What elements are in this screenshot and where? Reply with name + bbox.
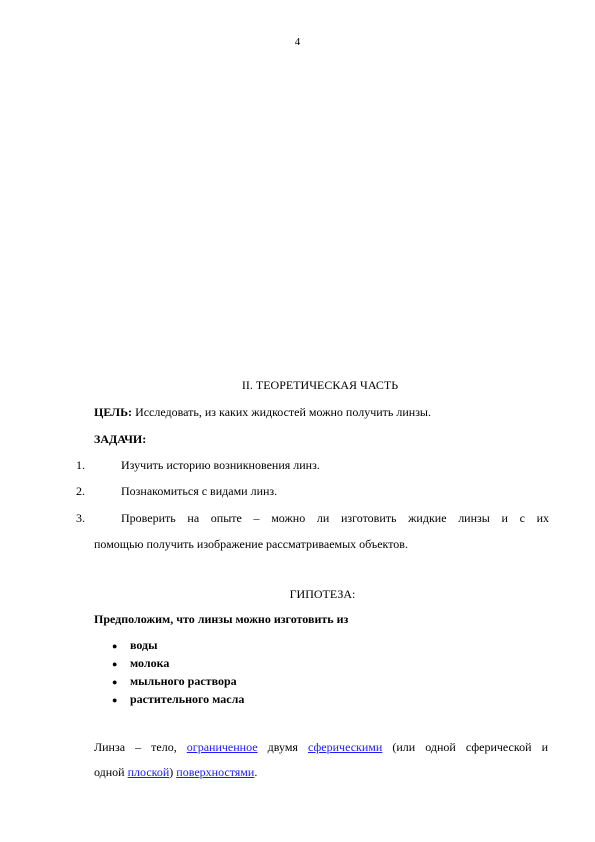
task-text-continuation: помощью получить изображение рассматриваемых объектов. [94, 537, 408, 551]
goal-text: Исследовать, из каких жидкостей можно получить линзы. [132, 405, 431, 419]
task-text: Изучить историю возникновения линз. [121, 458, 320, 472]
lens-text: ) [169, 765, 177, 779]
lens-text: одной [94, 765, 128, 779]
lens-definition-line [94, 765, 257, 780]
task-text: Проверить на опыте – можно ли изготовить жидкие линзы и с их [121, 511, 549, 525]
list-item: мыльного раствора [130, 674, 237, 688]
tasks-heading: ЗАДАЧИ: [94, 432, 147, 446]
link-surfaces[interactable]: поверхностями [176, 765, 255, 779]
hypothesis-heading: ГИПОТЕЗА: [289, 587, 356, 601]
lens-text: (или одной сферической и [382, 740, 549, 754]
section-heading: II. ТЕОРЕТИЧЕСКАЯ ЧАСТЬ [241, 378, 399, 392]
bullet-icon: ● [112, 659, 118, 669]
lens-definition-line [94, 740, 548, 755]
list-item: воды [130, 638, 158, 652]
list-item: молока [130, 656, 170, 670]
goal-label: ЦЕЛЬ: [94, 405, 133, 419]
lens-text: двумя [257, 740, 309, 754]
task-number: 2. [76, 484, 85, 498]
bullet-icon: ● [112, 695, 118, 705]
list-item: растительного масла [130, 692, 245, 706]
bullet-icon: ● [112, 641, 118, 651]
lens-text: . [254, 765, 258, 779]
link-flat[interactable]: плоской [127, 765, 170, 779]
bullet-icon: ● [112, 677, 118, 687]
task-text: Познакомиться с видами линз. [121, 484, 278, 498]
hypothesis-intro: Предположим, что линзы можно изготовить из [94, 612, 349, 626]
goal-line [94, 405, 431, 420]
link-bounded[interactable]: ограниченное [186, 740, 258, 754]
link-spherical[interactable]: сферическими [308, 740, 383, 754]
task-number: 3. [76, 511, 85, 525]
page-number: 4 [294, 36, 301, 48]
lens-text: Линза – тело, [94, 740, 187, 754]
task-number: 1. [76, 458, 85, 472]
